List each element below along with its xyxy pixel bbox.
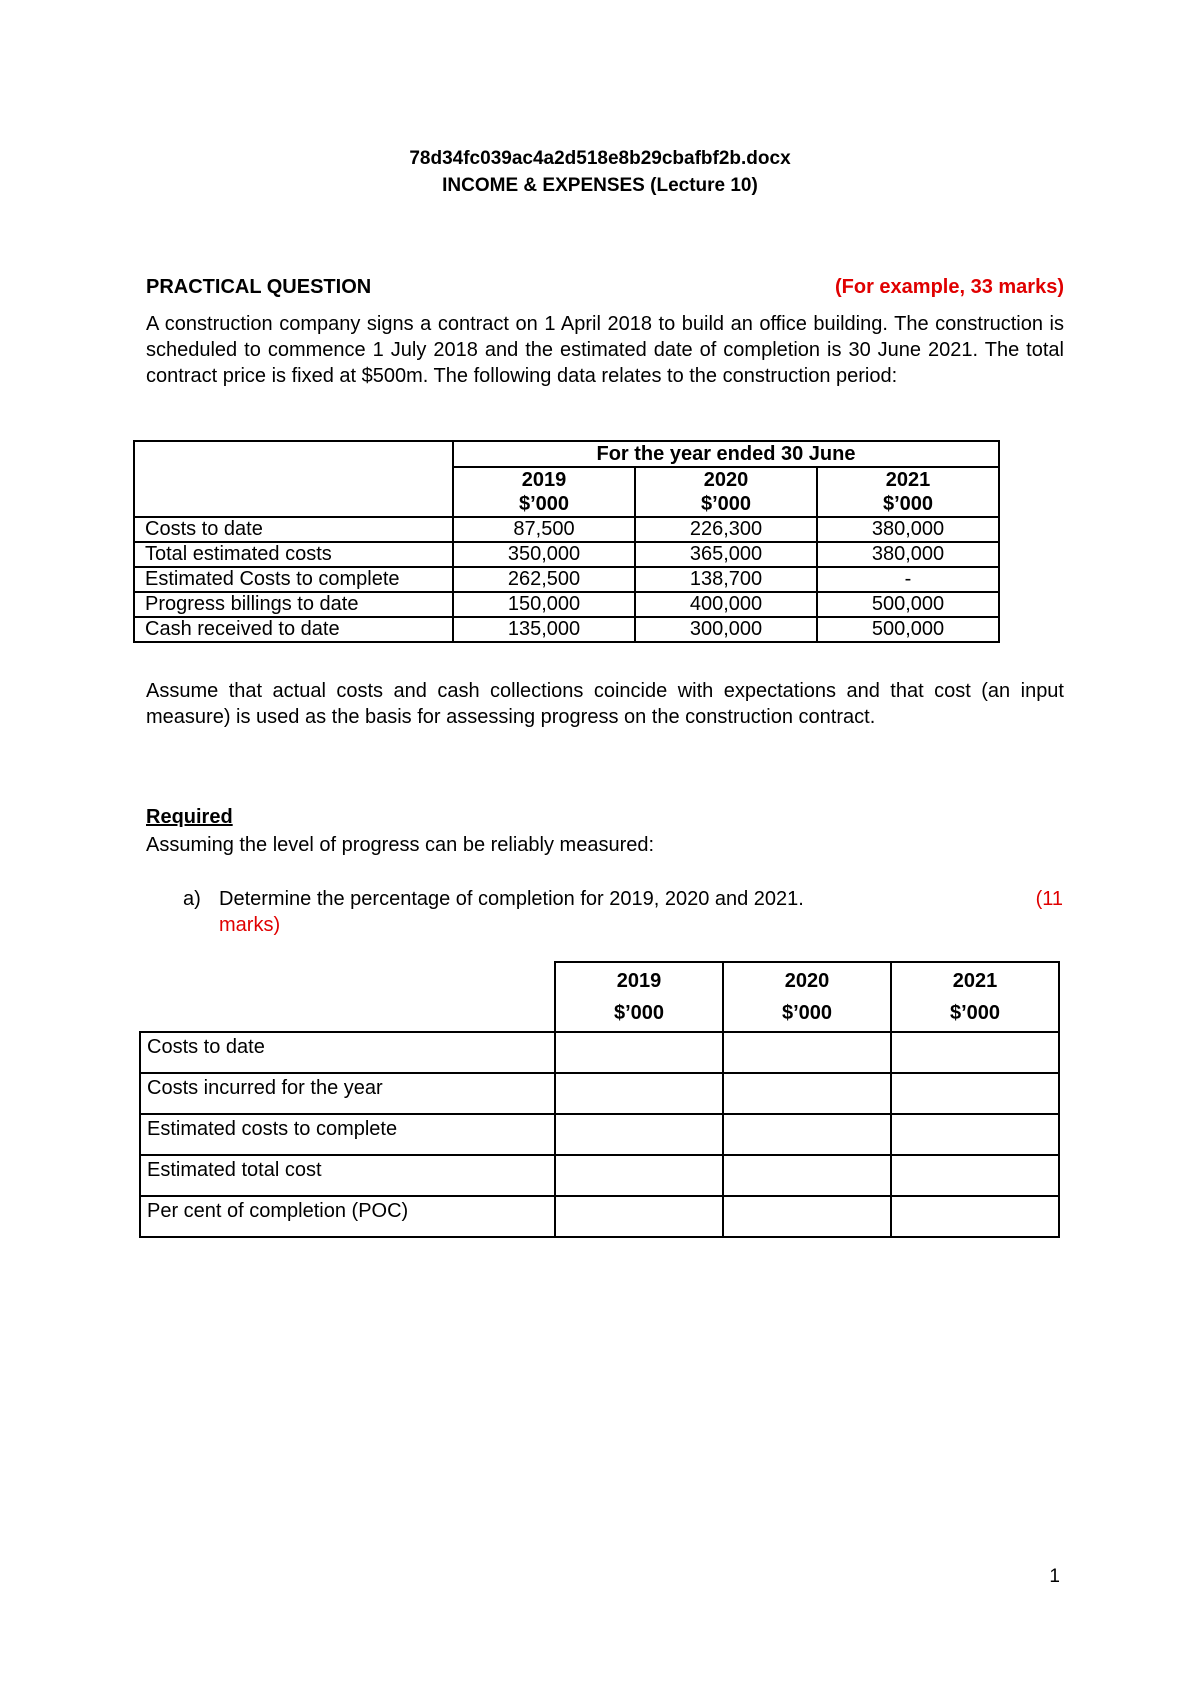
answer-cell[interactable] bbox=[723, 1155, 891, 1196]
answer-row bbox=[140, 1073, 1059, 1114]
cell-value: 500,000 bbox=[817, 592, 999, 617]
answer-cell[interactable] bbox=[723, 1073, 891, 1114]
table-group-header: For the year ended 30 June bbox=[453, 441, 999, 467]
part-a-text: Determine the percentage of completion for 2019, 2020 and 2021. bbox=[219, 888, 804, 910]
row-label: Total estimated costs bbox=[134, 542, 453, 567]
answer-row-label: Estimated costs to complete bbox=[140, 1114, 555, 1155]
cell-value: 262,500 bbox=[453, 567, 635, 592]
answer-cell[interactable] bbox=[555, 1073, 723, 1114]
answer-cell[interactable] bbox=[891, 1155, 1059, 1196]
cell-value: 365,000 bbox=[635, 542, 817, 567]
answer-cell[interactable] bbox=[555, 1032, 723, 1073]
answer-row bbox=[140, 1155, 1059, 1196]
row-label: Cash received to date bbox=[134, 617, 453, 642]
answer-corner-cell bbox=[140, 962, 555, 1032]
answer-cell[interactable] bbox=[723, 1196, 891, 1237]
document-filename: 78d34fc039ac4a2d518e8b29cbafbf2b.docx bbox=[409, 148, 791, 169]
cell-value: 87,500 bbox=[453, 517, 635, 542]
answer-cell[interactable] bbox=[891, 1196, 1059, 1237]
document-title: INCOME & EXPENSES (Lecture 10) bbox=[442, 175, 758, 196]
cell-value: 350,000 bbox=[453, 542, 635, 567]
answer-year-header-2021: 2021 $’000 bbox=[891, 962, 1059, 1032]
part-a-marks: (11 bbox=[1035, 888, 1063, 910]
cell-value: 380,000 bbox=[817, 542, 999, 567]
year-header-2021: 2021 $’000 bbox=[817, 467, 999, 517]
table-row bbox=[134, 592, 999, 617]
answer-cell[interactable] bbox=[555, 1114, 723, 1155]
cell-value: 138,700 bbox=[635, 567, 817, 592]
answer-cell[interactable] bbox=[891, 1114, 1059, 1155]
row-label: Costs to date bbox=[134, 517, 453, 542]
part-a-marks-cont: marks) bbox=[219, 914, 281, 936]
answer-year-header-2020: 2020 $’000 bbox=[723, 962, 891, 1032]
required-intro: Assuming the level of progress can be reliably measured: bbox=[146, 834, 655, 856]
answer-cell[interactable] bbox=[723, 1032, 891, 1073]
answer-table bbox=[139, 961, 1060, 1238]
row-label: Estimated Costs to complete bbox=[134, 567, 453, 592]
answer-row-label: Costs to date bbox=[140, 1032, 555, 1073]
contract-data-table bbox=[133, 440, 1000, 643]
part-a-letter: a) bbox=[183, 888, 201, 910]
table-row bbox=[134, 517, 999, 542]
answer-row-label: Estimated total cost bbox=[140, 1155, 555, 1196]
answer-cell[interactable] bbox=[891, 1032, 1059, 1073]
cell-value: 226,300 bbox=[635, 517, 817, 542]
cell-value: 300,000 bbox=[635, 617, 817, 642]
answer-row bbox=[140, 1114, 1059, 1155]
table-row bbox=[134, 542, 999, 567]
assumption-text: Assume that actual costs and cash collections coincide with expectations and that cost (an input measure) is used as the basis for assessing progress on the construction contract. bbox=[146, 680, 1064, 728]
question-heading: PRACTICAL QUESTION bbox=[146, 276, 372, 298]
answer-cell[interactable] bbox=[723, 1114, 891, 1155]
table-row bbox=[134, 617, 999, 642]
answer-year-header-2019: 2019 $’000 bbox=[555, 962, 723, 1032]
table-corner-cell bbox=[134, 441, 453, 517]
answer-row-label: Costs incurred for the year bbox=[140, 1073, 555, 1114]
answer-cell[interactable] bbox=[891, 1073, 1059, 1114]
cell-value: 500,000 bbox=[817, 617, 999, 642]
question-marks: (For example, 33 marks) bbox=[835, 276, 1064, 298]
year-header-2019: 2019 $’000 bbox=[453, 467, 635, 517]
required-heading: Required bbox=[146, 806, 233, 828]
question-intro: A construction company signs a contract on 1 April 2018 to build an office building. The construction is scheduled to commence 1 July 2018 and the estimated date of completion is 30 June 2021. The total contract price is fixed at $500m. The following data relates to the construction period: bbox=[146, 313, 1064, 387]
cell-value: 400,000 bbox=[635, 592, 817, 617]
page-number: 1 bbox=[1049, 1566, 1060, 1587]
table-row bbox=[134, 567, 999, 592]
answer-cell[interactable] bbox=[555, 1196, 723, 1237]
cell-value: - bbox=[817, 567, 999, 592]
year-header-2020: 2020 $’000 bbox=[635, 467, 817, 517]
row-label: Progress billings to date bbox=[134, 592, 453, 617]
cell-value: 150,000 bbox=[453, 592, 635, 617]
answer-row bbox=[140, 1032, 1059, 1073]
cell-value: 135,000 bbox=[453, 617, 635, 642]
cell-value: 380,000 bbox=[817, 517, 999, 542]
answer-row bbox=[140, 1196, 1059, 1237]
answer-row-label: Per cent of completion (POC) bbox=[140, 1196, 555, 1237]
answer-cell[interactable] bbox=[555, 1155, 723, 1196]
